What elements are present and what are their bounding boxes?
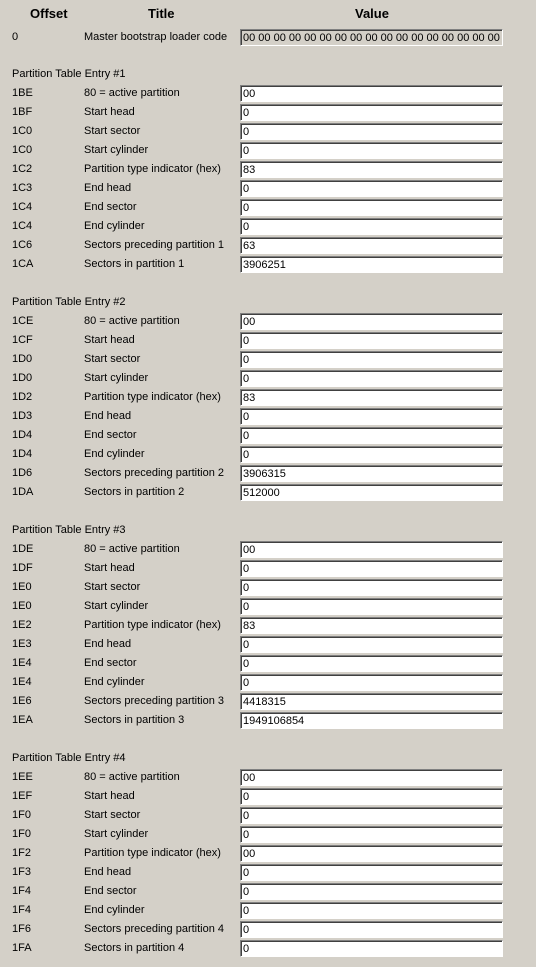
- column-header-value: Value: [355, 6, 389, 21]
- offset-label: 0: [12, 31, 19, 43]
- table-row: [0, 160, 536, 179]
- table-row: [0, 578, 536, 597]
- value-field[interactable]: [240, 788, 503, 805]
- mbr-code-field[interactable]: [240, 29, 503, 46]
- offset-label: 1C0: [12, 144, 33, 156]
- value-field[interactable]: [240, 180, 503, 197]
- field-title: 80 = active partition: [84, 315, 180, 327]
- offset-label: 1D6: [12, 467, 33, 479]
- offset-label: 1CF: [12, 334, 33, 346]
- value-field[interactable]: [240, 769, 503, 786]
- table-row: [0, 445, 536, 464]
- value-field[interactable]: [240, 864, 503, 881]
- table-row: [0, 654, 536, 673]
- table-row: [0, 236, 536, 255]
- value-field[interactable]: [240, 636, 503, 653]
- offset-label: 1C3: [12, 182, 33, 194]
- value-field[interactable]: [240, 218, 503, 235]
- field-title: Start sector: [84, 353, 141, 365]
- field-title: Start cylinder: [84, 828, 149, 840]
- value-field[interactable]: [240, 560, 503, 577]
- table-row: [0, 407, 536, 426]
- field-title: End cylinder: [84, 448, 145, 460]
- offset-label: 1BF: [12, 106, 33, 118]
- table-row: [0, 882, 536, 901]
- value-field[interactable]: [240, 237, 503, 254]
- offset-label: 1D3: [12, 410, 33, 422]
- offset-label: 1EE: [12, 771, 33, 783]
- table-row: [0, 217, 536, 236]
- field-title: Partition type indicator (hex): [84, 847, 221, 859]
- table-row: [0, 844, 536, 863]
- offset-label: 1D4: [12, 448, 33, 460]
- field-title: Partition type indicator (hex): [84, 619, 221, 631]
- field-title: Start head: [84, 334, 135, 346]
- field-title: Sectors in partition 1: [84, 258, 185, 270]
- value-field[interactable]: [240, 123, 503, 140]
- value-field[interactable]: [240, 674, 503, 691]
- field-title: Sectors preceding partition 2: [84, 467, 225, 479]
- field-title: End sector: [84, 657, 137, 669]
- offset-label: 1EA: [12, 714, 33, 726]
- column-header-title: Title: [148, 6, 175, 21]
- partition-entry-heading: Partition Table Entry #1: [12, 68, 126, 80]
- offset-label: 1DF: [12, 562, 33, 574]
- offset-label: 1D4: [12, 429, 33, 441]
- offset-label: 1CA: [12, 258, 34, 270]
- field-title: End head: [84, 410, 132, 422]
- offset-label: 1E0: [12, 581, 32, 593]
- table-row: [0, 179, 536, 198]
- field-title: Master bootstrap loader code: [84, 31, 228, 43]
- offset-label: 1BE: [12, 87, 33, 99]
- table-row: [0, 825, 536, 844]
- table-row: [0, 369, 536, 388]
- table-row: [0, 198, 536, 217]
- table-row: [0, 939, 536, 958]
- field-title: End sector: [84, 885, 137, 897]
- table-row: [0, 103, 536, 122]
- table-row: [0, 806, 536, 825]
- field-title: Partition type indicator (hex): [84, 391, 221, 403]
- table-row: [0, 141, 536, 160]
- field-title: Partition type indicator (hex): [84, 163, 221, 175]
- table-row: [0, 616, 536, 635]
- table-row: [0, 388, 536, 407]
- table-row: [0, 312, 536, 331]
- offset-label: 1FA: [12, 942, 32, 954]
- offset-label: 1C6: [12, 239, 33, 251]
- value-field[interactable]: [240, 617, 503, 634]
- value-field[interactable]: [240, 142, 503, 159]
- field-title: Start sector: [84, 809, 141, 821]
- offset-label: 1E0: [12, 600, 32, 612]
- value-field[interactable]: [240, 655, 503, 672]
- table-row: [0, 863, 536, 882]
- offset-label: 1CE: [12, 315, 34, 327]
- table-row: [0, 84, 536, 103]
- table-row: [0, 331, 536, 350]
- field-title: Start sector: [84, 125, 141, 137]
- value-field[interactable]: [240, 161, 503, 178]
- value-field[interactable]: [240, 807, 503, 824]
- field-title: Start head: [84, 106, 135, 118]
- value-field[interactable]: [240, 85, 503, 102]
- table-row: [0, 255, 536, 274]
- table-row: [0, 483, 536, 502]
- value-field[interactable]: [240, 598, 503, 615]
- value-field[interactable]: [240, 940, 503, 957]
- partition-entry-heading: Partition Table Entry #3: [12, 524, 126, 536]
- offset-label: 1F3: [12, 866, 31, 878]
- field-title: End cylinder: [84, 220, 145, 232]
- value-field[interactable]: [240, 313, 503, 330]
- partition-entry-heading: Partition Table Entry #4: [12, 752, 126, 764]
- field-title: Sectors preceding partition 4: [84, 923, 225, 935]
- field-title: Start cylinder: [84, 372, 149, 384]
- table-row: [0, 692, 536, 711]
- value-field[interactable]: [240, 427, 503, 444]
- table-row: [0, 901, 536, 920]
- offset-label: 1F4: [12, 904, 31, 916]
- offset-label: 1E4: [12, 676, 32, 688]
- table-row: [0, 597, 536, 616]
- field-title: 80 = active partition: [84, 771, 180, 783]
- table-row: [0, 673, 536, 692]
- offset-label: 1EF: [12, 790, 33, 802]
- offset-label: 1C4: [12, 220, 33, 232]
- offset-label: 1D0: [12, 372, 33, 384]
- field-title: 80 = active partition: [84, 543, 180, 555]
- mbr-row: [0, 28, 536, 47]
- value-field[interactable]: [240, 541, 503, 558]
- table-row: [0, 768, 536, 787]
- offset-label: 1C4: [12, 201, 33, 213]
- value-field[interactable]: [240, 256, 503, 273]
- value-field[interactable]: [240, 446, 503, 463]
- field-title: Start cylinder: [84, 144, 149, 156]
- field-title: End sector: [84, 429, 137, 441]
- offset-label: 1F2: [12, 847, 31, 859]
- field-title: End cylinder: [84, 676, 145, 688]
- value-field[interactable]: [240, 332, 503, 349]
- field-title: End head: [84, 638, 132, 650]
- column-header-offset: Offset: [30, 6, 68, 21]
- table-row: [0, 559, 536, 578]
- field-title: Start head: [84, 790, 135, 802]
- value-field[interactable]: [240, 389, 503, 406]
- value-field[interactable]: [240, 579, 503, 596]
- table-row: [0, 350, 536, 369]
- field-title: Start cylinder: [84, 600, 149, 612]
- value-field[interactable]: [240, 370, 503, 387]
- offset-label: 1F6: [12, 923, 31, 935]
- field-title: End cylinder: [84, 904, 145, 916]
- offset-label: 1DE: [12, 543, 34, 555]
- field-title: 80 = active partition: [84, 87, 180, 99]
- field-title: Sectors preceding partition 1: [84, 239, 225, 251]
- field-title: Sectors in partition 2: [84, 486, 185, 498]
- table-row: [0, 464, 536, 483]
- field-title: Sectors in partition 3: [84, 714, 185, 726]
- table-row: [0, 920, 536, 939]
- table-row: [0, 426, 536, 445]
- offset-label: 1F4: [12, 885, 31, 897]
- offset-label: 1D2: [12, 391, 33, 403]
- offset-label: 1F0: [12, 828, 31, 840]
- value-field[interactable]: [240, 826, 503, 843]
- value-field[interactable]: [240, 712, 503, 729]
- field-title: End head: [84, 182, 132, 194]
- offset-label: 1C2: [12, 163, 33, 175]
- table-row: [0, 122, 536, 141]
- value-field[interactable]: [240, 845, 503, 862]
- field-title: Start sector: [84, 581, 141, 593]
- value-field[interactable]: [240, 484, 503, 501]
- value-field[interactable]: [240, 902, 503, 919]
- table-row: [0, 540, 536, 559]
- offset-label: 1DA: [12, 486, 34, 498]
- offset-label: 1D0: [12, 353, 33, 365]
- value-field[interactable]: [240, 351, 503, 368]
- value-field[interactable]: [240, 465, 503, 482]
- table-row: [0, 711, 536, 730]
- field-title: Sectors preceding partition 3: [84, 695, 225, 707]
- offset-label: 1E2: [12, 619, 32, 631]
- value-field[interactable]: [240, 921, 503, 938]
- value-field[interactable]: [240, 883, 503, 900]
- offset-label: 1C0: [12, 125, 33, 137]
- offset-label: 1E6: [12, 695, 32, 707]
- table-row: [0, 635, 536, 654]
- offset-label: 1E3: [12, 638, 32, 650]
- offset-label: 1F0: [12, 809, 31, 821]
- field-title: Start head: [84, 562, 135, 574]
- value-field[interactable]: [240, 199, 503, 216]
- field-title: End sector: [84, 201, 137, 213]
- partition-entry-heading: Partition Table Entry #2: [12, 296, 126, 308]
- value-field[interactable]: [240, 693, 503, 710]
- table-row: [0, 787, 536, 806]
- field-title: Sectors in partition 4: [84, 942, 185, 954]
- offset-label: 1E4: [12, 657, 32, 669]
- value-field[interactable]: [240, 104, 503, 121]
- field-title: End head: [84, 866, 132, 878]
- value-field[interactable]: [240, 408, 503, 425]
